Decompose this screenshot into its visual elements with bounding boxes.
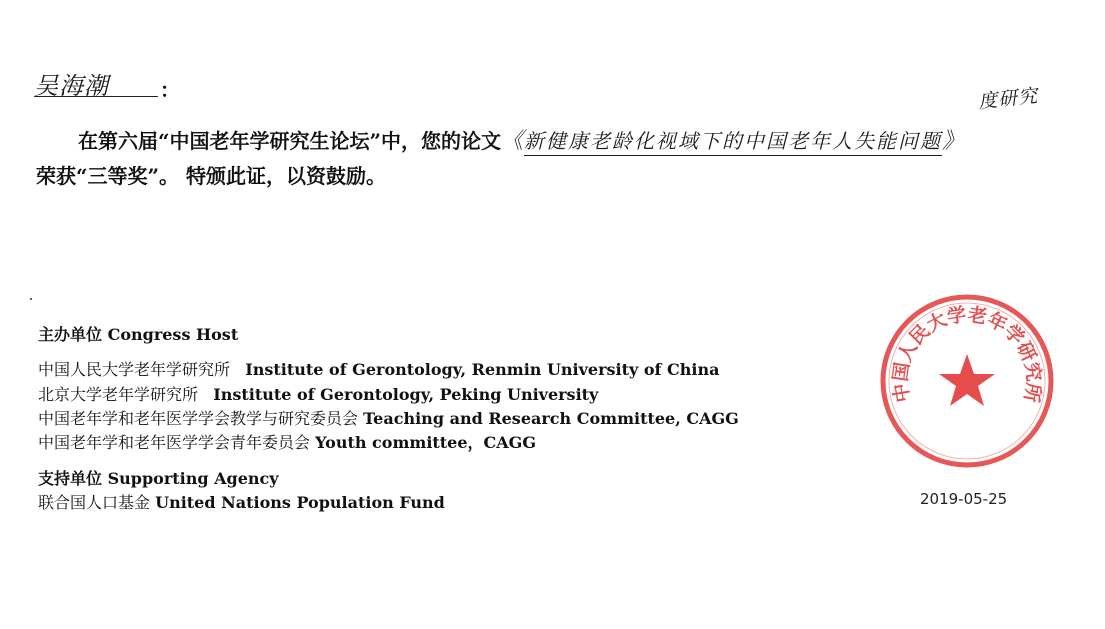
support-org-en: United Nations Population Fund: [155, 493, 445, 512]
host-org: [38, 406, 739, 429]
support-heading-cn: 支持单位: [38, 469, 103, 488]
certificate-body-line-2: 荣获“三等奖”。 特颁此证，以资鼓励。: [36, 164, 386, 188]
recipient-underline: [34, 96, 158, 97]
official-seal: [878, 292, 1056, 470]
body-prefix: 在第六届“中国老年学研究生论坛”中，您的论文: [78, 129, 502, 153]
recipient-colon: ：: [160, 78, 180, 102]
seal-star-icon: [939, 354, 995, 406]
recipient-name: 吴海潮: [34, 72, 109, 100]
host-org-cn: 中国人民大学老年学研究所: [38, 360, 231, 379]
support-heading-en: Supporting Agency: [107, 469, 279, 488]
certificate-body-line-1: [78, 124, 965, 155]
host-org-cn: 中国老年学和老年医学学会青年委员会: [38, 433, 311, 452]
host-org-en: Institute of Gerontology, Renmin University of China: [245, 360, 720, 379]
host-org: [38, 382, 598, 405]
host-org-en: Youth committee，CAGG: [315, 433, 537, 452]
thesis-open-bracket: 《: [501, 129, 525, 154]
support-org-cn: 联合国人口基金: [38, 493, 151, 512]
thesis-title-tail: 度研究: [977, 84, 1040, 114]
host-org-en: Institute of Gerontology, Peking University: [213, 385, 599, 404]
host-org-cn: 北京大学老年学研究所: [38, 385, 199, 404]
host-org-en: Teaching and Research Committee, CAGG: [363, 409, 739, 428]
thesis-close-bracket: 》: [942, 129, 966, 154]
host-heading: [38, 322, 238, 345]
host-heading-cn: 主办单位: [38, 325, 103, 344]
support-heading: [38, 466, 279, 489]
host-heading-en: Congress Host: [107, 325, 239, 344]
scan-speck: [30, 298, 32, 300]
host-org: [38, 357, 719, 380]
seal-text-path: 中国人民大学老年学研究所: [889, 303, 1045, 404]
host-org-cn: 中国老年学和老年医学学会教学与研究委员会: [38, 409, 359, 428]
certificate-date: 2019-05-25: [920, 490, 1008, 508]
support-org: [38, 490, 445, 513]
host-org: [38, 430, 536, 453]
thesis-title: 新健康老龄化视域下的中国老年人失能问题: [524, 129, 942, 156]
